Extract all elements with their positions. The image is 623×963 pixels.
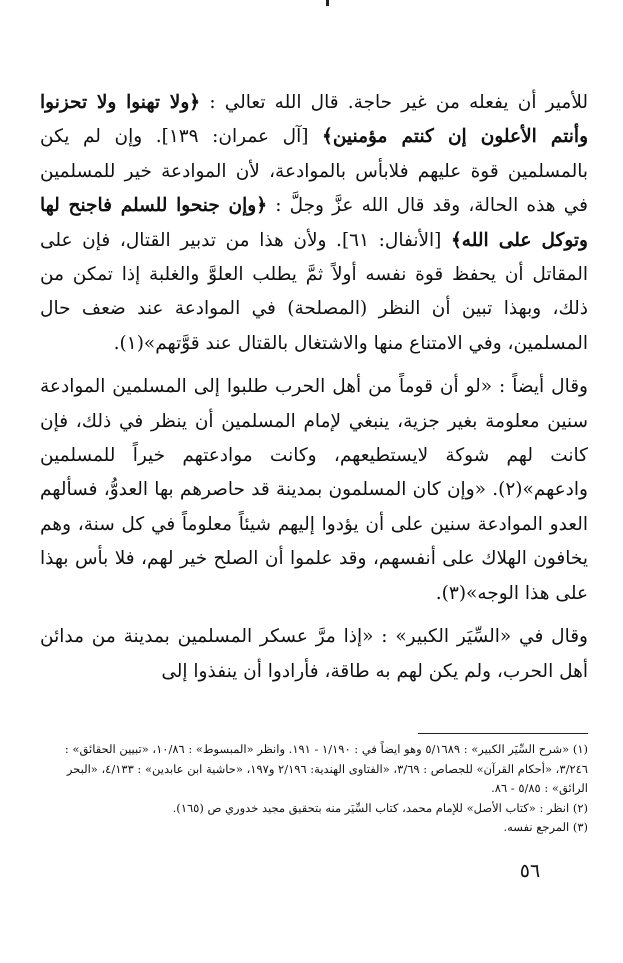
footnote-ref: (٢): [498, 479, 523, 501]
main-text: [40, 86, 588, 689]
footnotes: [40, 740, 588, 838]
footnote-separator: [418, 733, 588, 734]
quran-verse: ﴿ولا تهنوا ولا تحزنوا وأنتم الأعلون إن كنتم مؤمنين﴾: [40, 92, 589, 148]
text-segment: وقال أيضاً : «لو أن قوماً من أهل الحرب طلبوا إلى المسلمين الموادعة سنين معلومة بغير جزية، ينبغي لإمام المسلمين أن ينظر في ذلك، فإن كانت لهم شوكة لايستطيعهم، وكانت موادعتهم خيراً للمسلمين وادعهم»: [40, 376, 588, 501]
footnote-ref: (١).: [113, 332, 144, 354]
top-edge-mark: [326, 0, 329, 6]
text-segment: وقال في «السِّيَر الكبير» : «إذا مرَّ عسكر المسلمين بمدينة من مدائن أهل الحرب، ولم يكن لهم به طاقة، فأرادوا أن ينفذوا إلى: [40, 626, 588, 682]
footnote-2: (٢) انظر : «كتاب الأصل» للإمام محمد، كتاب السِّيَر منه بتحقيق مجيد خدوري ص (١٦٥).: [172, 800, 588, 815]
paragraph-3: [40, 620, 588, 689]
quran-verse: ﴿وإن جنحوا للسلم فاجنح لها وتوكل على الله﴾: [40, 195, 588, 251]
text-segment: [آل عمران: ١٣٩]. وإن لم يكن بالمسلمين قوة عليهم فلابأس بالموادعة، لأن الموادعة خير للمسلمين في هذه الحالة، وقد قال الله عزَّ وجلَّ :: [40, 126, 588, 217]
footnote-3: (٣) المرجع نفسه.: [503, 820, 588, 834]
footnote-1: (١) «شرح السِّيَر الكبير» : ٥/١٦٨٩ وهو ايضاً في : ١/١٩٠ - ١٩١. وانظر «المبسوط» : ١٠/٨٦، «تبيين الحقائق» : ٣/٢٤٦، «أحكام القرآن» للجصاص : ٣/٦٩، «الفتاوى الهندية: ٢/١٩٦ و١٩٧، «حاشية ابن عابدين» : ٤/١٣٣، «البحر الرائق» : ٥/٨٥ - ٨٦.: [64, 742, 588, 795]
page-number: ٥٦: [519, 860, 541, 882]
text-segment: للأمير أن يفعله من غير حاجة. قال الله تعالي :: [200, 92, 589, 113]
footnote-ref: (٣).: [435, 582, 467, 604]
paragraph-1: [40, 86, 588, 361]
text-segment: [الأنفال: ٦١]. ولأن هذا من تدبير القتال، فإن على المقاتل أن يحفظ قوة نفسه أولاً ثمَّ يطلب العلوَّ والغلبة إذا تمكن من ذلك، وبهذا تبين أن النظر (المصلحة) في الموادعة عند ضعف حال المسلمين، وفي الامتناع منها والاشتغال بالقتال عند قوَّتهم»: [40, 229, 588, 354]
text-segment: . «وإن كان المسلمون بمدينة قد حاصرهم بها العدوُّ، فسألهم العدو الموادعة سنين على أن يؤدوا إليهم شيئاً معلوماً في كل سنة، وهم يخافون الهلاك على أنفسهم، وقد علموا أن الصلح خير لهم، فلا بأس بهذا على هذا الوجه»: [40, 479, 588, 604]
paragraph-2: [40, 370, 588, 611]
